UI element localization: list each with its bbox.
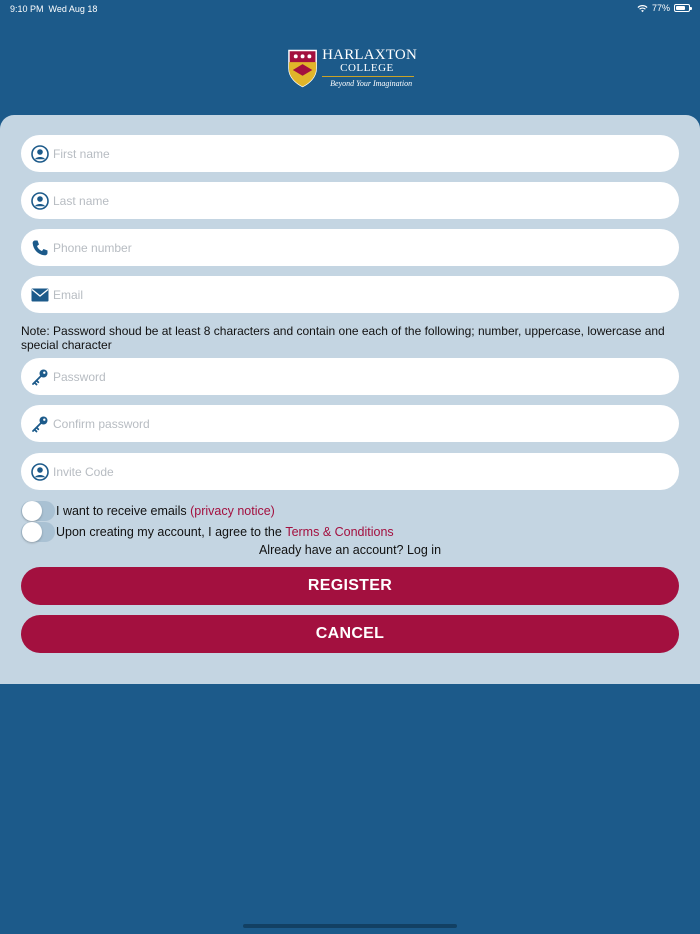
person-icon	[30, 462, 50, 482]
person-icon	[30, 191, 50, 211]
phone-input[interactable]	[53, 229, 679, 266]
wifi-icon	[637, 4, 648, 13]
terms-toggle-label: Upon creating my account, I agree to the	[56, 525, 282, 539]
battery-percent: 77%	[651, 3, 670, 13]
password-input[interactable]	[53, 358, 679, 395]
battery-fill	[676, 6, 685, 10]
emails-toggle[interactable]	[21, 501, 55, 521]
terms-toggle-row	[21, 522, 394, 542]
college-logo	[287, 48, 417, 90]
terms-toggle[interactable]	[21, 522, 55, 542]
email-field[interactable]	[21, 276, 679, 313]
password-note: Note: Password shoud be at least 8 characters and contain one each of the following; number, uppercase, lowercase and special character	[21, 324, 665, 352]
logo-line1: HARLAXTON	[322, 47, 417, 63]
confirm-password-input[interactable]	[53, 405, 679, 442]
register-button[interactable]: REGISTER	[21, 567, 679, 605]
emails-toggle-label: I want to receive emails	[56, 504, 187, 518]
home-indicator[interactable]	[243, 924, 457, 928]
logo-tagline: Beyond Your Imagination	[330, 79, 413, 88]
emails-toggle-row	[21, 501, 275, 521]
envelope-icon	[30, 285, 50, 305]
person-icon	[30, 144, 50, 164]
battery-icon	[674, 4, 690, 12]
logo-text	[322, 48, 417, 88]
phone-field[interactable]	[21, 229, 679, 266]
key-icon	[30, 367, 50, 387]
status-bar	[0, 0, 700, 18]
status-time: 9:10 PM Wed Aug 18	[10, 4, 98, 14]
password-field[interactable]	[21, 358, 679, 395]
email-input[interactable]	[53, 276, 679, 313]
first-name-field[interactable]	[21, 135, 679, 172]
logo-line2: COLLEGE	[340, 62, 394, 74]
privacy-notice-link[interactable]: (privacy notice)	[190, 504, 275, 518]
invite-code-input[interactable]	[53, 453, 679, 490]
cancel-button[interactable]: CANCEL	[21, 615, 679, 653]
invite-code-field[interactable]	[21, 453, 679, 490]
confirm-password-field[interactable]	[21, 405, 679, 442]
login-link[interactable]: Already have an account? Log in	[258, 543, 442, 557]
toggle-knob	[22, 522, 42, 542]
terms-conditions-link[interactable]: Terms & Conditions	[285, 525, 394, 539]
phone-icon	[30, 238, 50, 258]
key-icon	[30, 414, 50, 434]
first-name-input[interactable]	[53, 135, 679, 172]
toggle-knob	[22, 501, 42, 521]
last-name-field[interactable]	[21, 182, 679, 219]
registration-panel	[0, 115, 700, 684]
crest-icon	[287, 48, 318, 88]
status-indicators	[637, 3, 690, 13]
last-name-input[interactable]	[53, 182, 679, 219]
logo-rule	[322, 76, 414, 77]
